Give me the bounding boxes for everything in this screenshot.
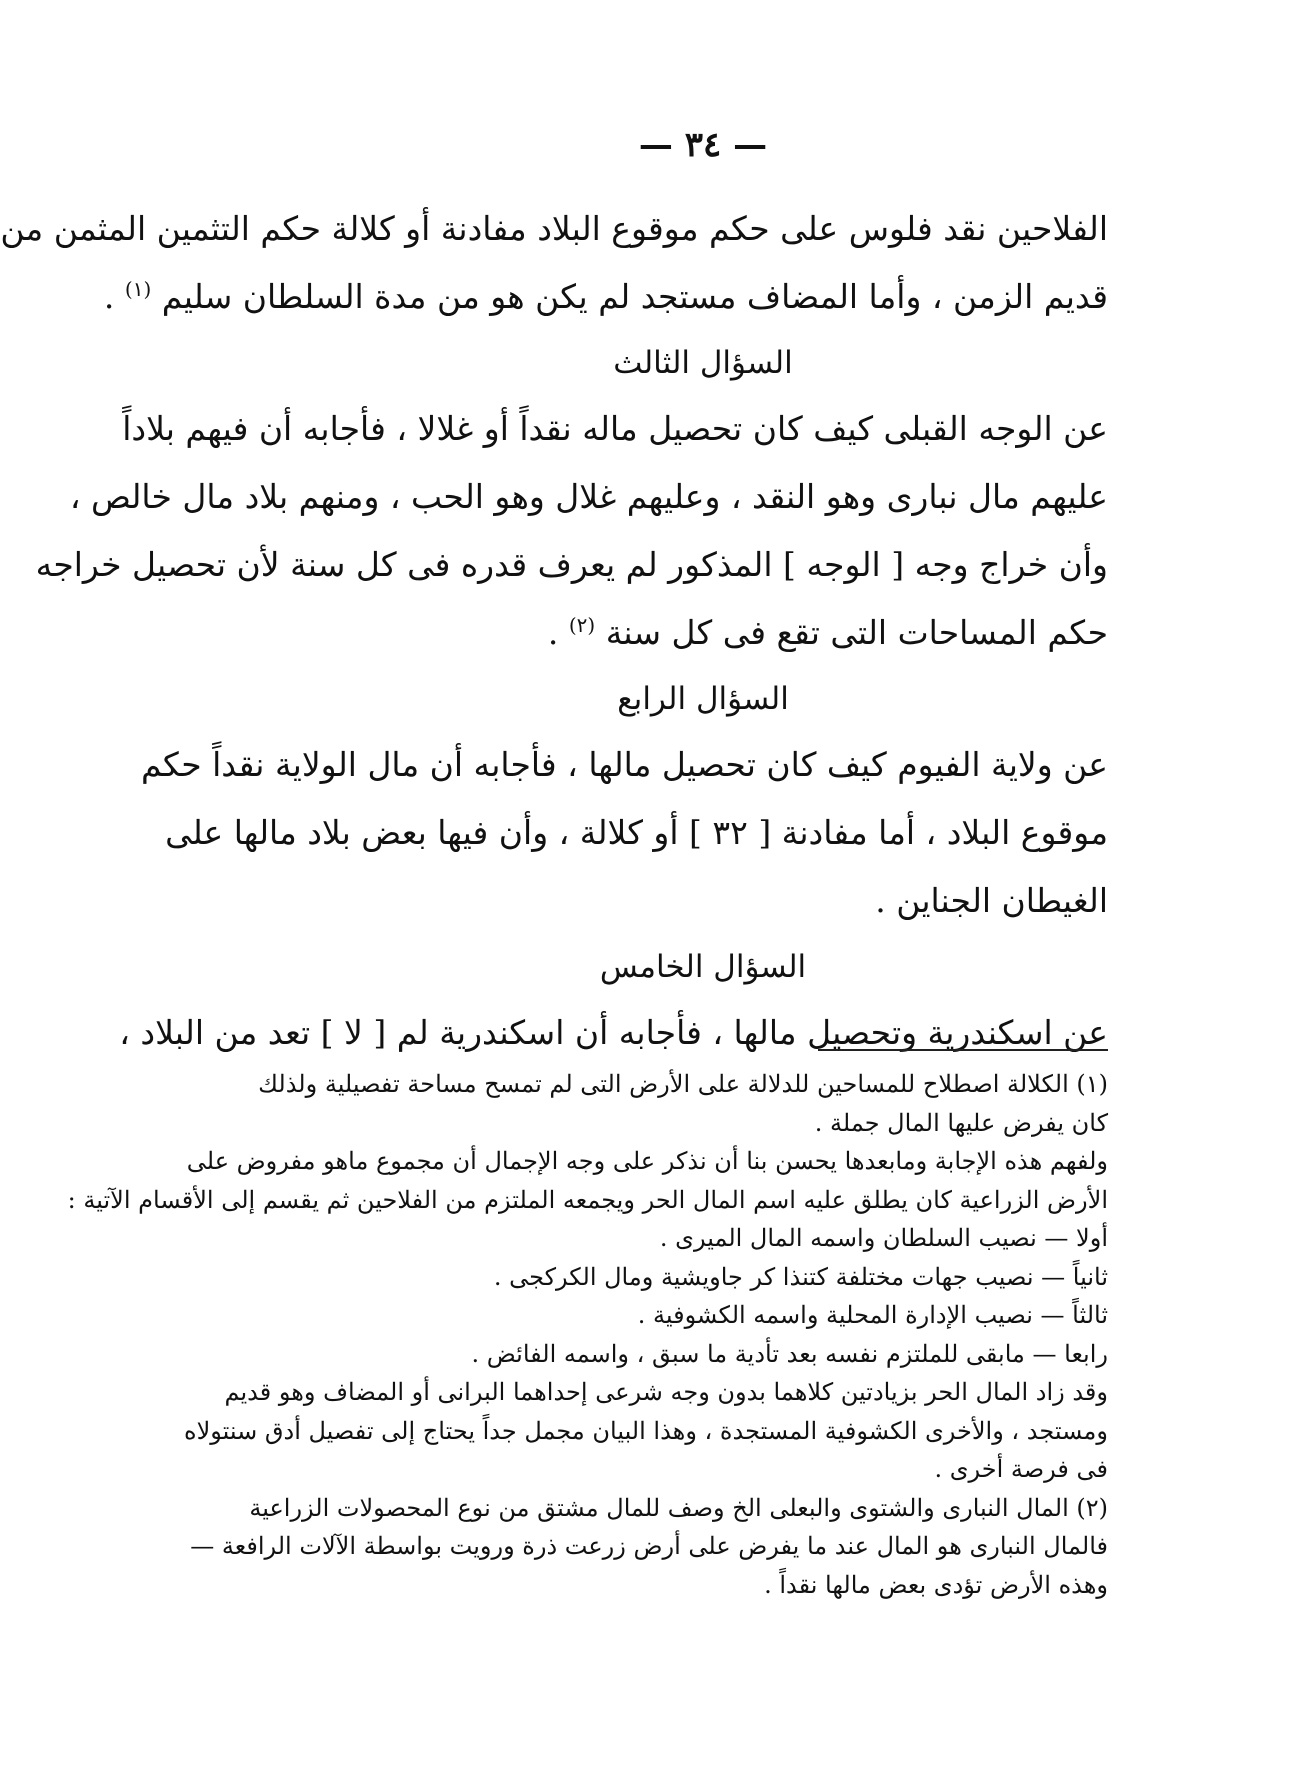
footnote-line: ولفهم هذه الإجابة ومابعدها يحسن بنا أن نذكر على وجه الإجمال أن مجموع ماهو مفروض على — [186, 1147, 1108, 1175]
footnote-ref-1: (١) — [124, 277, 152, 301]
page-number: — ٣٤ — — [638, 125, 768, 165]
text-line: الغيطان الجناين . — [875, 881, 1108, 920]
text-line — [298, 599, 1108, 667]
text-line: وأن خراج وجه [ الوجه ] المذكور لم يعرف قدره فى كل سنة لأن تحصيل خراجه — [35, 545, 1108, 584]
text-line-content: حكم المساحات التى تقع فى كل سنة — [605, 613, 1108, 652]
text-line: موقوع البلاد ، أما مفادنة [ ٣٢ ] أو كلالة ، وأن فيها بعض بلاد مالها على — [165, 813, 1108, 852]
footnote-line: الأرض الزراعية كان يطلق عليه اسم المال الحر ويجمعه الملتزم من الفلاحين ثم يقسم إلى الأقسام الآتية : — [67, 1185, 1108, 1214]
text-line: عن ولاية الفيوم كيف كان تحصيل مالها ، فأجابه أن مال الولاية نقداً حكم — [141, 745, 1108, 784]
footnote-line: كان يفرض عليها المال جملة . — [814, 1108, 1108, 1137]
footnotes — [67, 1065, 1108, 1604]
footnote-line: وقد زاد المال الحر بزيادتين كلاهما بدون وجه شرعى إحداهما البرانى أو المضاف وهو قديم — [224, 1378, 1108, 1406]
footnote-divider — [818, 1049, 1108, 1051]
heading-fifth-question: السؤال الخامس — [599, 949, 807, 985]
footnote-line: (١) الكلالة اصطلاح للمساحين للدلالة على الأرض التى لم تمسح مساحة تفصيلية ولذلك — [258, 1070, 1108, 1098]
footnote-line: (٢) المال النبارى والشتوى والبعلى الخ وصف للمال مشتق من نوع المحصولات الزراعية — [249, 1493, 1108, 1522]
footnote-ref-2: (٢) — [568, 613, 596, 637]
footnote-list-item: رابعا — مابقى للملتزم نفسه بعد تأدية ما سبق ، واسمه الفائض . — [471, 1339, 1108, 1368]
footnote-list-item: ثانياً — نصيب جهات مختلفة كتنذا كر جاويشية ومال الكركجى . — [493, 1262, 1108, 1291]
text-line: عن اسكندرية وتحصيل مالها ، فأجابه أن اسكندرية لم [ لا ] تعد من البلاد ، — [119, 1013, 1108, 1052]
footnote-line: وهذه الأرض تؤدى بعض مالها نقداً . — [764, 1570, 1108, 1599]
footnote-list-item: ثالثاً — نصيب الإدارة المحلية واسمه الكشوفية . — [637, 1301, 1108, 1329]
text-line: عليهم مال نبارى وهو النقد ، وعليهم غلال وهو الحب ، ومنهم بلاد مال خالص ، — [69, 477, 1108, 516]
line-end: . — [103, 277, 125, 316]
line-end: . — [547, 613, 569, 652]
footnote-line: ومستجد ، والأخرى الكشوفية المستجدة ، وهذا البيان مجمل جداً يحتاج إلى تفصيل أدق سنتولاه — [184, 1416, 1108, 1445]
main-text — [0, 195, 1108, 1067]
text-line-content: قديم الزمن ، وأما المضاف مستجد لم يكن هو من مدة السلطان سليم — [161, 277, 1108, 316]
heading-third-question: السؤال الثالث — [613, 345, 793, 381]
text-line: الفلاحين نقد فلوس على حكم موقوع البلاد مفادنة أو كلالة حكم التثمين المثمن من — [0, 209, 1108, 248]
text-line: عن الوجه القبلى كيف كان تحصيل ماله نقداً أو غلالا ، فأجابه أن فيهم بلاداً — [122, 409, 1108, 448]
footnote-list-item: أولا — نصيب السلطان واسمه المال الميرى . — [659, 1224, 1108, 1252]
footnote-line: فى فرصة أخرى . — [934, 1455, 1108, 1483]
footnote-line: فالمال النبارى هو المال عند ما يفرض على أرض زرعت ذرة ورويت بواسطة الآلات الرافعة — — [190, 1532, 1108, 1560]
heading-fourth-question: السؤال الرابع — [617, 681, 789, 717]
text-line — [103, 263, 1108, 331]
